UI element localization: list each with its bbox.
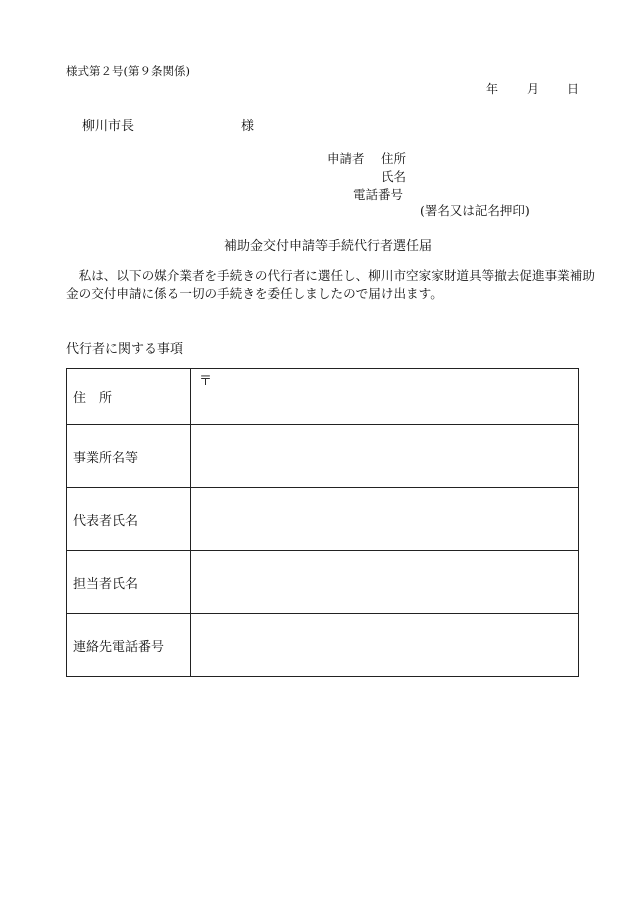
addressee-name: 柳川市長 xyxy=(82,119,135,134)
table-row-office-name xyxy=(67,425,579,488)
applicant-label: 申請者 xyxy=(327,151,365,166)
applicant-name-label: 氏名 xyxy=(381,169,407,184)
phone-label-cell: 連絡先電話番号 xyxy=(67,614,191,677)
address-value-cell[interactable] xyxy=(191,369,579,425)
table-row-phone xyxy=(67,614,579,677)
applicant-phone-label: 電話番号 xyxy=(353,187,404,202)
seal-note: (署名又は記名押印) xyxy=(420,203,530,218)
representative-label-cell: 代表者氏名 xyxy=(67,488,191,551)
table-row-contact-person xyxy=(67,551,579,614)
form-number: 様式第２号(第９条関係) xyxy=(66,64,190,78)
phone-value-cell[interactable] xyxy=(191,614,579,677)
table-row-representative xyxy=(67,488,579,551)
document-title: 補助金交付申請等手続代行者選任届 xyxy=(224,239,433,254)
date-year-label: 年 xyxy=(486,82,499,96)
office-name-label-cell: 事業所名等 xyxy=(67,425,191,488)
date-month-label: 月 xyxy=(527,82,540,96)
office-name-value-cell[interactable] xyxy=(191,425,579,488)
table-row-address xyxy=(67,369,579,425)
contact-person-value-cell[interactable] xyxy=(191,551,579,614)
date-day-label: 日 xyxy=(567,82,580,96)
postal-mark: 〒 xyxy=(199,374,213,389)
representative-value-cell[interactable] xyxy=(191,488,579,551)
agent-info-table xyxy=(66,368,579,677)
contact-person-label-cell: 担当者氏名 xyxy=(67,551,191,614)
address-label-cell: 住 所 xyxy=(67,369,191,425)
body-paragraph: 私は、以下の媒介業者を手続きの代行者に選任し、柳川市空家家財道具等撤去促進事業補助金の交付申請に係る一切の手続きを委任しましたので届け出ます。 xyxy=(66,268,595,301)
addressee-honorific: 様 xyxy=(241,119,255,134)
applicant-address-label: 住所 xyxy=(381,151,407,166)
section-label: 代行者に関する事項 xyxy=(66,342,184,357)
